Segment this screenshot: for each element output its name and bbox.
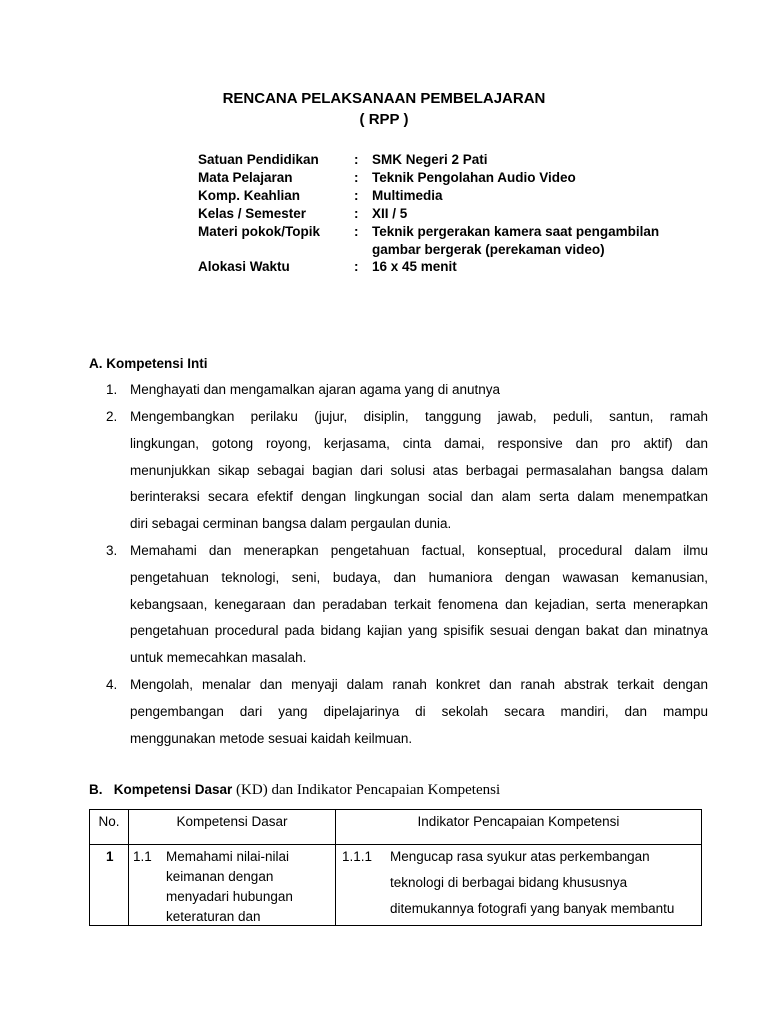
- cell-indikator: [336, 845, 702, 926]
- kd-line: keimanan dengan: [166, 869, 274, 884]
- cell-no: [90, 845, 129, 926]
- info-value: gambar bergerak (perekaman video): [372, 242, 605, 257]
- header-no: No.: [90, 810, 129, 845]
- list-item-line: Menghayati dan mengamalkan ajaran agama yang di anutnya: [130, 382, 500, 397]
- info-label: Materi pokok/Topik: [198, 224, 321, 239]
- list-item-line: menggunakan metode sesuai kaidah keilmuan.: [130, 730, 413, 746]
- info-colon: :: [354, 259, 359, 274]
- list-item-line: lingkungan, gotong royong, kerjasama, cinta damai, responsive dan pro aktif) dan: [130, 435, 708, 451]
- info-value: Multimedia: [372, 188, 443, 203]
- indikator-line: ditemukannya fotografi yang banyak membantu: [390, 901, 675, 916]
- info-label: Satuan Pendidikan: [198, 152, 319, 167]
- info-colon: :: [354, 224, 359, 239]
- section-b-heading-bold: B. Kompetensi Dasar: [89, 782, 233, 797]
- page-subtitle: ( RPP ): [359, 111, 409, 128]
- list-item-line: diri sebagai cerminan bangsa dalam pergaulan dunia.: [130, 516, 452, 532]
- info-label: Komp. Keahlian: [198, 188, 301, 203]
- list-item-number: 2.: [106, 409, 118, 424]
- list-item-line: kebangsaan, kenegaraan dan peradaban terkait fenomena dan kejadian, serta menerapkan: [130, 596, 708, 612]
- list-item-number: 3.: [106, 543, 118, 558]
- list-item-number: 1.: [106, 382, 118, 397]
- list-item-line: Memahami dan menerapkan pengetahuan factual, konseptual, procedural dalam ilmu: [130, 543, 708, 558]
- list-item: [130, 538, 708, 672]
- list-item: [130, 377, 708, 404]
- info-label: Mata Pelajaran: [198, 170, 293, 185]
- row-number: 1: [106, 849, 114, 864]
- list-item-line: berinteraksi secara efektif dengan lingkungan social dan alam serta dalam menempatkan: [130, 489, 708, 505]
- section-b-heading-rest: (KD) dan Indikator Pencapaian Kompetensi: [232, 782, 501, 798]
- section-b-heading: [89, 782, 500, 799]
- info-value: SMK Negeri 2 Pati: [372, 152, 488, 167]
- kd-line: Memahami nilai-nilai: [166, 849, 290, 864]
- list-item-number: 4.: [106, 677, 118, 692]
- list-item-line: menunjukkan sikap sebagai bagian dari solusi atas berbagai permasalahan bangsa dalam: [130, 462, 708, 478]
- info-colon: :: [354, 188, 359, 203]
- info-value: XII / 5: [372, 206, 408, 221]
- list-item-line: pengembangan dari yang dipelajarinya di sekolah secara mandiri, dan mampu: [130, 703, 708, 719]
- indikator-line: Mengucap rasa syukur atas perkembangan: [390, 849, 650, 864]
- kd-line: menyadari hubungan: [166, 889, 293, 904]
- kd-line: keteraturan dan: [166, 909, 261, 924]
- list-item-line: pengetahuan teknologi, seni, budaya, dan humaniora dengan wawasan kemanusian,: [130, 569, 708, 585]
- cell-kd: [129, 845, 336, 926]
- info-colon: :: [354, 170, 359, 185]
- list-item-line: Mengolah, menalar dan menyaji dalam ranah konkret dan ranah abstrak terkait dengan: [130, 677, 708, 692]
- indikator-line: teknologi di berbagai bidang khususnya: [390, 875, 628, 890]
- page-title: RENCANA PELAKSANAAN PEMBELAJARAN: [222, 90, 546, 107]
- kd-number: 1.1: [133, 849, 152, 864]
- header-kompetensi-dasar: Kompetensi Dasar: [129, 810, 336, 845]
- list-item-line: untuk memecahkan masalah.: [130, 650, 307, 666]
- info-value: Teknik pergerakan kamera saat pengambilan: [372, 224, 660, 239]
- info-value: 16 x 45 menit: [372, 259, 457, 274]
- list-item: [130, 404, 708, 538]
- table-header-row: [90, 810, 702, 845]
- info-label: Alokasi Waktu: [198, 259, 290, 274]
- list-item-line: pengetahuan procedural pada bidang kajian yang spisifik sesuai dengan bakat dan minatnya: [130, 623, 708, 639]
- info-colon: :: [354, 206, 359, 221]
- list-item-line: Mengembangkan perilaku (jujur, disiplin, tanggung jawab, peduli, santun, ramah: [130, 409, 708, 424]
- list-item: [130, 672, 708, 752]
- info-label: Kelas / Semester: [198, 206, 307, 221]
- section-a-heading: A. Kompetensi Inti: [89, 356, 208, 371]
- indikator-number: 1.1.1: [342, 849, 373, 864]
- header-indikator: Indikator Pencapaian Kompetensi: [336, 810, 702, 845]
- info-colon: :: [354, 152, 359, 167]
- table-row: [90, 845, 702, 926]
- kd-table: [89, 809, 702, 926]
- info-value: Teknik Pengolahan Audio Video: [372, 170, 576, 185]
